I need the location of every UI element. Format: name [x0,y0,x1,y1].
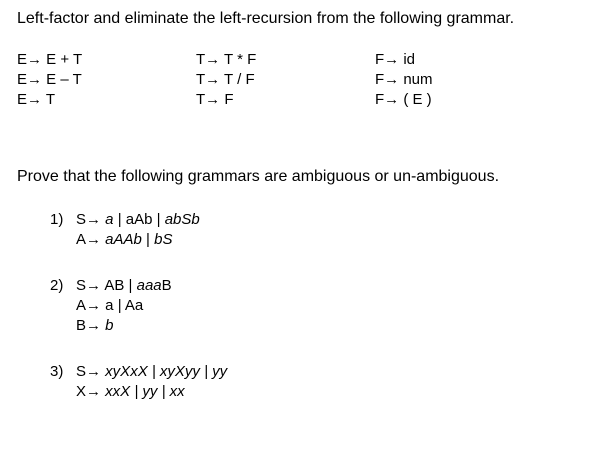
grammar-item-3 [50,362,227,402]
production-rhs-part: a [101,211,114,228]
production-line [76,382,227,402]
production-lhs: S→ [76,363,102,380]
rule-e2: E→ E – T [17,71,82,88]
item-number: 3) [50,363,64,380]
rule-f2: F→ num [375,71,433,88]
rule-e3: E→ T [17,91,56,108]
rule-t1: T→ T * F [196,51,257,68]
grammar-item-2 [50,276,172,336]
production-lhs: B→ [76,317,102,334]
production-lhs: S→ [76,277,102,294]
item-productions [76,276,172,336]
item-number: 1) [50,211,64,228]
grammar-col-e [17,50,82,110]
production-rhs-part: aaa [136,277,162,294]
production-lhs: X→ [76,383,102,400]
production-line [76,230,200,250]
rule-f3: F→ ( E ) [375,91,432,108]
item-productions [76,210,200,250]
production-rhs-part: | aAb | [113,211,165,228]
production-rhs-part: B [161,277,172,294]
production-rhs-part: xyXxX | xyXyy | yy [101,363,228,380]
production-rhs-part: AB | [101,277,137,294]
rule-f1: F→ id [375,51,416,68]
production-lhs: A→ [76,231,102,248]
production-line [76,296,172,316]
production-lhs: A→ [76,297,102,314]
item-productions [76,362,227,402]
production-rhs-part: b [101,317,114,334]
grammar-item-1 [50,210,200,250]
production-rhs-part: abSb [164,211,200,228]
production-rhs-part: aAAb [101,231,142,248]
production-line [76,316,172,336]
rule-e1: E→ E + T [17,51,83,68]
heading-left-factor: Left-factor and eliminate the left-recursion from the following grammar. [17,10,515,27]
item-number: 2) [50,277,64,294]
production-rhs-part: a | Aa [101,297,144,314]
production-rhs-part: | [141,231,155,248]
production-lhs: S→ [76,211,102,228]
grammar-col-t [196,50,256,110]
rule-t3: T→ F [196,91,234,108]
grammar-col-f [375,50,433,110]
production-rhs-part: bS [154,231,173,248]
production-rhs-part: xxX | yy | xx [101,383,185,400]
production-line [76,276,172,296]
production-line [76,210,200,230]
rule-t2: T→ T / F [196,71,255,88]
heading-ambiguity: Prove that the following grammars are ambiguous or un-ambiguous. [17,168,500,185]
production-line [76,362,227,382]
